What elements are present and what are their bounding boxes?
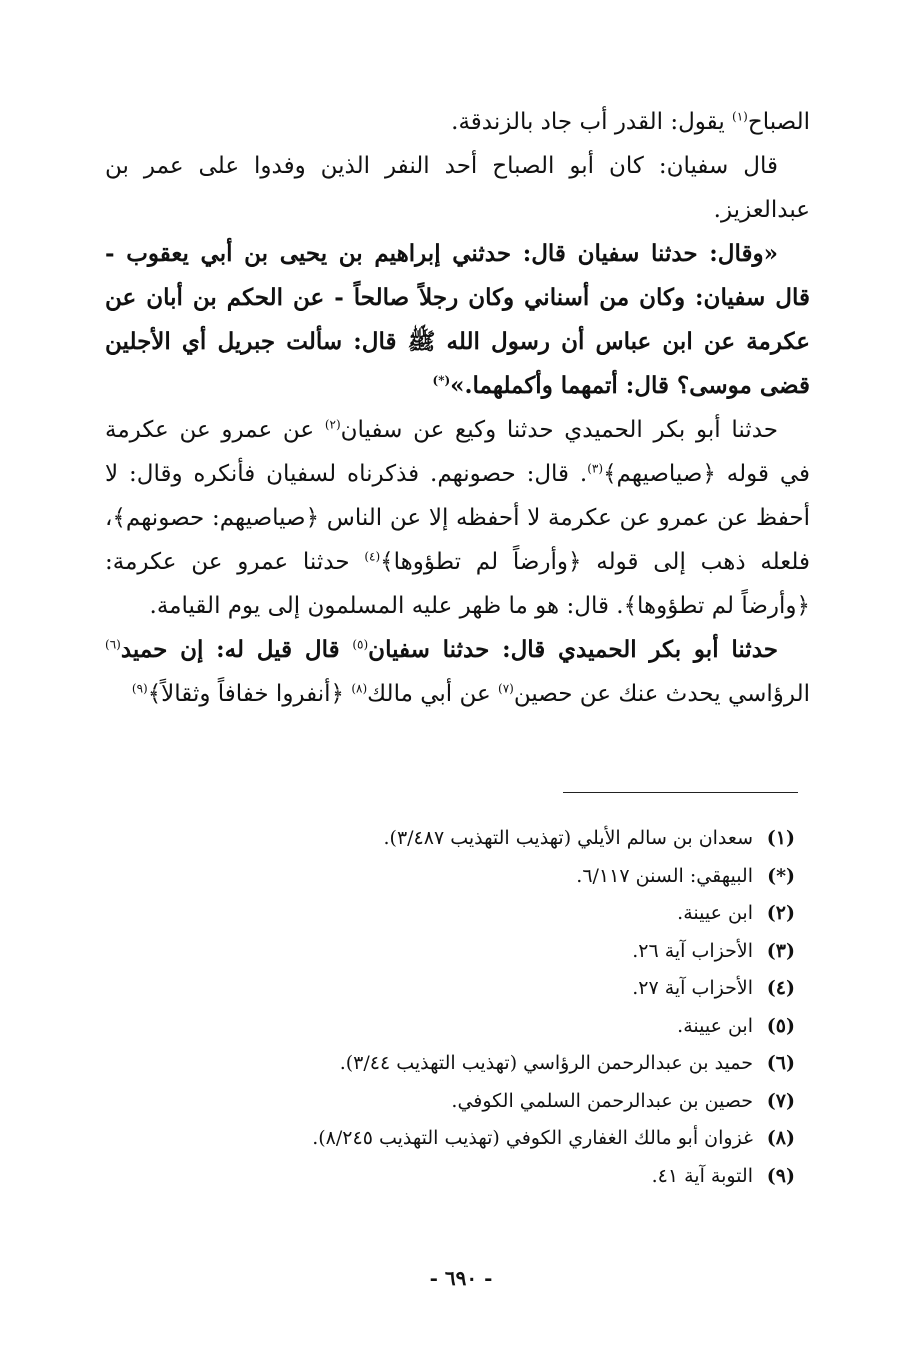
paragraph-4: حدثنا أبو بكر الحميدي حدثنا وكيع عن سفيان$^{(٢)}$ عن عمرو عن عكرمة في قوله ﴿صياصيهم﴾$^{(٣)}$. قال: حصونهم. فذكرناه لسفيان فأنكره وقال: لا أحفظ عن عمرو عن عكرمة لا أحفظه إلا عن الناس ﴿صياصيهم: حصونهم﴾، فلعله ذهب إلى قوله ﴿وأرضاً لم تطؤوها﴾$^{(٤)}$ حدثنا عمرو عن عكرمة: ﴿وأرضاً لم تطؤوها﴾. قال: هو ما ظهر عليه المسلمون إلى يوم القيامة.	[105, 417, 810, 619]
footnote-ref: (٥)	[352, 637, 369, 652]
paragraph-1: الصباح$^{(١)}$ يقول: القدر أب جاد بالزندقة.	[451, 109, 810, 135]
footnote-marker: (٦)	[766, 1052, 795, 1074]
footnote-item	[105, 1008, 795, 1046]
footnote-ref: (١)	[732, 109, 748, 124]
footnote-text: ابن عيينة.	[677, 1014, 753, 1037]
footnotes	[105, 820, 795, 1195]
footnote-ref: (٤)	[364, 549, 381, 564]
footnote-marker: (١)	[766, 827, 795, 849]
footnote-text: سعدان بن سالم الأيلي (تهذيب التهذيب ٣/٤٨٧).	[383, 827, 753, 849]
footnote-marker: (٢)	[766, 902, 795, 924]
footnote-item	[105, 1158, 795, 1196]
footnote-item	[105, 933, 795, 971]
footnote-text: التوبة آية ٤١.	[651, 1164, 753, 1187]
footnote-text: حميد بن عبدالرحمن الرؤاسي (تهذيب التهذيب ٣/٤٤).	[339, 1052, 753, 1074]
footnote-marker: (٤)	[766, 977, 795, 999]
footnote-marker: (*)	[767, 864, 795, 887]
page-number: - ٦٩٠ -	[429, 1266, 493, 1290]
footnote-item	[105, 820, 795, 858]
footnote-ref: (٦)	[105, 637, 121, 652]
footnote-item	[105, 1120, 795, 1158]
footnote-divider	[563, 792, 798, 793]
footnote-ref: (٩)	[131, 681, 148, 696]
footnote-marker: (٣)	[766, 939, 795, 962]
footnote-text: حصين بن عبدالرحمن السلمي الكوفي.	[451, 1089, 753, 1112]
footnote-ref: (٨)	[351, 681, 368, 696]
footnote-marker: (٥)	[766, 1014, 795, 1037]
footnote-text: غزوان أبو مالك الغفاري الكوفي (تهذيب التهذيب ٨/٢٤٥).	[312, 1127, 753, 1149]
footnote-item	[105, 970, 795, 1008]
footnote-ref: (٢)	[324, 417, 341, 432]
footnote-marker: (٨)	[766, 1127, 795, 1149]
footnote-item	[105, 895, 795, 933]
footnote-text: الأحزاب آية ٢٧.	[632, 977, 753, 999]
paragraph-3: «وقال: حدثنا سفيان قال: حدثني إبراهيم بن يحيى بن أبي يعقوب - قال سفيان: وكان من أسناني وكان رجلاً صالحاً - عن الحكم بن أبان عن عكرمة عن ابن عباس أن رسول الله ﷺ قال: سألت جبريل أي الأجلين قضى موسى؟ قال: أتمهما وأكملهما.»(*)	[105, 240, 810, 399]
footnote-marker: (٧)	[766, 1089, 795, 1112]
footnote-item	[105, 858, 795, 896]
footnote-text: البيهقي: السنن ٦/١١٧.	[576, 864, 753, 887]
footnote-item	[105, 1083, 795, 1121]
paragraph-5: حدثنا أبو بكر الحميدي قال: حدثنا سفيان$^{(٥)}$ قال قيل له: إن حميد$^{(٦)}$ الرؤاسي يحدث عنك عن حصين$^{(٧)}$ عن أبي مالك$^{(٨)}$ ﴿أنفروا خفافاً وثقالاً﴾$^{(٩)}$	[105, 636, 810, 707]
footnote-ref: (٧)	[498, 681, 514, 696]
main-text	[105, 100, 810, 716]
footnote-ref: (٣)	[587, 461, 604, 476]
paragraph-2: قال سفيان: كان أبو الصباح أحد النفر الذين وفدوا على عمر بن عبدالعزيز.	[105, 153, 810, 223]
footnote-text: ابن عيينة.	[677, 902, 753, 924]
footnote-text: الأحزاب آية ٢٦.	[632, 939, 753, 962]
footnote-ref: (*)	[432, 373, 451, 388]
footnote-item	[105, 1045, 795, 1083]
footnote-marker: (٩)	[766, 1164, 795, 1187]
